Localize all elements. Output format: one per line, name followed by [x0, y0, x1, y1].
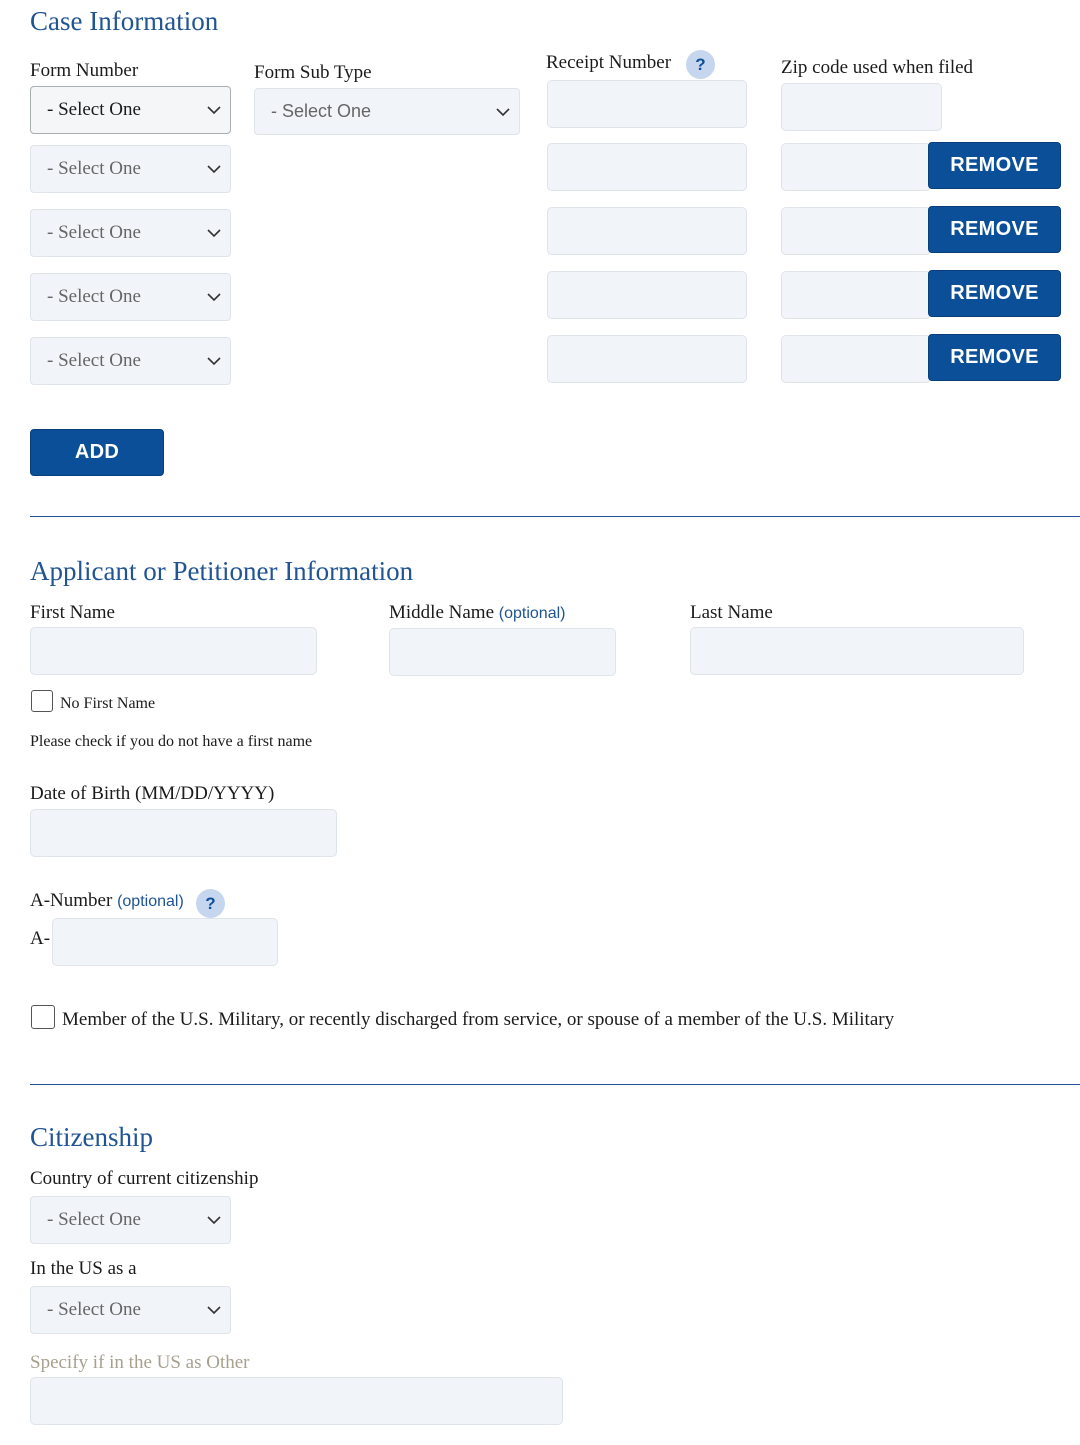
chevron-down-icon: [207, 226, 221, 240]
in-us-label: In the US as a: [30, 1258, 137, 1279]
chevron-down-icon: [207, 290, 221, 304]
select-value: - Select One: [47, 286, 141, 307]
dob-label: Date of Birth (MM/DD/YYYY): [30, 783, 275, 804]
section-divider: [30, 516, 1080, 517]
chevron-down-icon: [207, 1213, 221, 1227]
a-number-prefix: A-: [30, 928, 51, 949]
middle-name-text: Middle Name: [389, 602, 495, 623]
receipt-number-input-2[interactable]: [547, 143, 747, 191]
military-checkbox[interactable]: [31, 1005, 55, 1029]
chevron-down-icon: [207, 354, 221, 368]
in-us-select[interactable]: [30, 1286, 231, 1334]
country-label: Country of current citizenship: [30, 1168, 259, 1189]
select-value: - Select One: [47, 158, 141, 179]
zip-code-input-5[interactable]: [781, 335, 931, 383]
case-info-heading: Case Information: [30, 6, 219, 36]
receipt-number-input-4[interactable]: [547, 271, 747, 319]
no-first-name-checkbox[interactable]: [31, 690, 53, 712]
zip-code-label: Zip code used when filed: [781, 57, 974, 78]
zip-code-input-4[interactable]: [781, 271, 931, 319]
form-number-select-2[interactable]: [30, 145, 231, 193]
a-number-input[interactable]: [52, 918, 278, 966]
military-label: Member of the U.S. Military, or recently discharged from service, or spouse of a member of the U.S. Military: [62, 1009, 895, 1030]
zip-code-input-3[interactable]: [781, 207, 931, 255]
select-value: - Select One: [47, 350, 141, 371]
receipt-number-input-5[interactable]: [547, 335, 747, 383]
chevron-down-icon: [496, 105, 510, 119]
remove-button-3[interactable]: REMOVE: [928, 206, 1061, 253]
middle-name-input[interactable]: [389, 628, 616, 676]
specify-other-input[interactable]: [30, 1377, 563, 1425]
first-name-label: First Name: [30, 602, 115, 623]
specify-other-label: Specify if in the US as Other: [30, 1352, 250, 1373]
select-value: - Select One: [47, 222, 141, 243]
select-value: - Select One: [271, 101, 372, 121]
a-number-help-icon[interactable]: ?: [196, 889, 225, 918]
form-number-select-4[interactable]: [30, 273, 231, 321]
last-name-input[interactable]: [690, 627, 1024, 675]
chevron-down-icon: [207, 103, 221, 117]
section-divider: [30, 1084, 1080, 1085]
country-select[interactable]: [30, 1196, 231, 1244]
form-number-select-1[interactable]: [30, 86, 231, 134]
applicant-heading: Applicant or Petitioner Information: [30, 556, 414, 586]
a-number-label: [30, 890, 184, 912]
first-name-input[interactable]: [30, 627, 317, 675]
citizenship-heading: Citizenship: [30, 1122, 153, 1152]
remove-button-2[interactable]: REMOVE: [928, 142, 1061, 189]
form-sub-type-label: Form Sub Type: [254, 62, 372, 83]
chevron-down-icon: [207, 162, 221, 176]
last-name-label: Last Name: [690, 602, 773, 623]
dob-input[interactable]: [30, 809, 337, 857]
a-number-text: A-Number: [30, 890, 113, 911]
remove-button-4[interactable]: REMOVE: [928, 270, 1061, 317]
optional-tag: (optional): [117, 893, 184, 910]
form-number-select-5[interactable]: [30, 337, 231, 385]
zip-code-input-2[interactable]: [781, 143, 931, 191]
form-sub-type-select[interactable]: [254, 88, 520, 135]
form-number-select-3[interactable]: [30, 209, 231, 257]
receipt-number-label: Receipt Number: [546, 52, 672, 73]
zip-code-input-1[interactable]: [781, 83, 942, 131]
no-first-name-label: No First Name: [60, 695, 156, 712]
chevron-down-icon: [207, 1303, 221, 1317]
receipt-number-input-1[interactable]: [547, 80, 747, 128]
middle-name-label: [389, 602, 565, 624]
select-value: - Select One: [47, 1209, 141, 1230]
optional-tag: (optional): [498, 605, 566, 622]
select-value: - Select One: [47, 1299, 141, 1320]
receipt-help-icon[interactable]: ?: [686, 50, 715, 79]
select-value: - Select One: [47, 99, 141, 120]
receipt-number-input-3[interactable]: [547, 207, 747, 255]
add-button[interactable]: ADD: [30, 429, 164, 476]
no-first-name-hint: Please check if you do not have a first name: [30, 733, 313, 750]
remove-button-5[interactable]: REMOVE: [928, 334, 1061, 381]
form-number-label: Form Number: [30, 60, 139, 81]
